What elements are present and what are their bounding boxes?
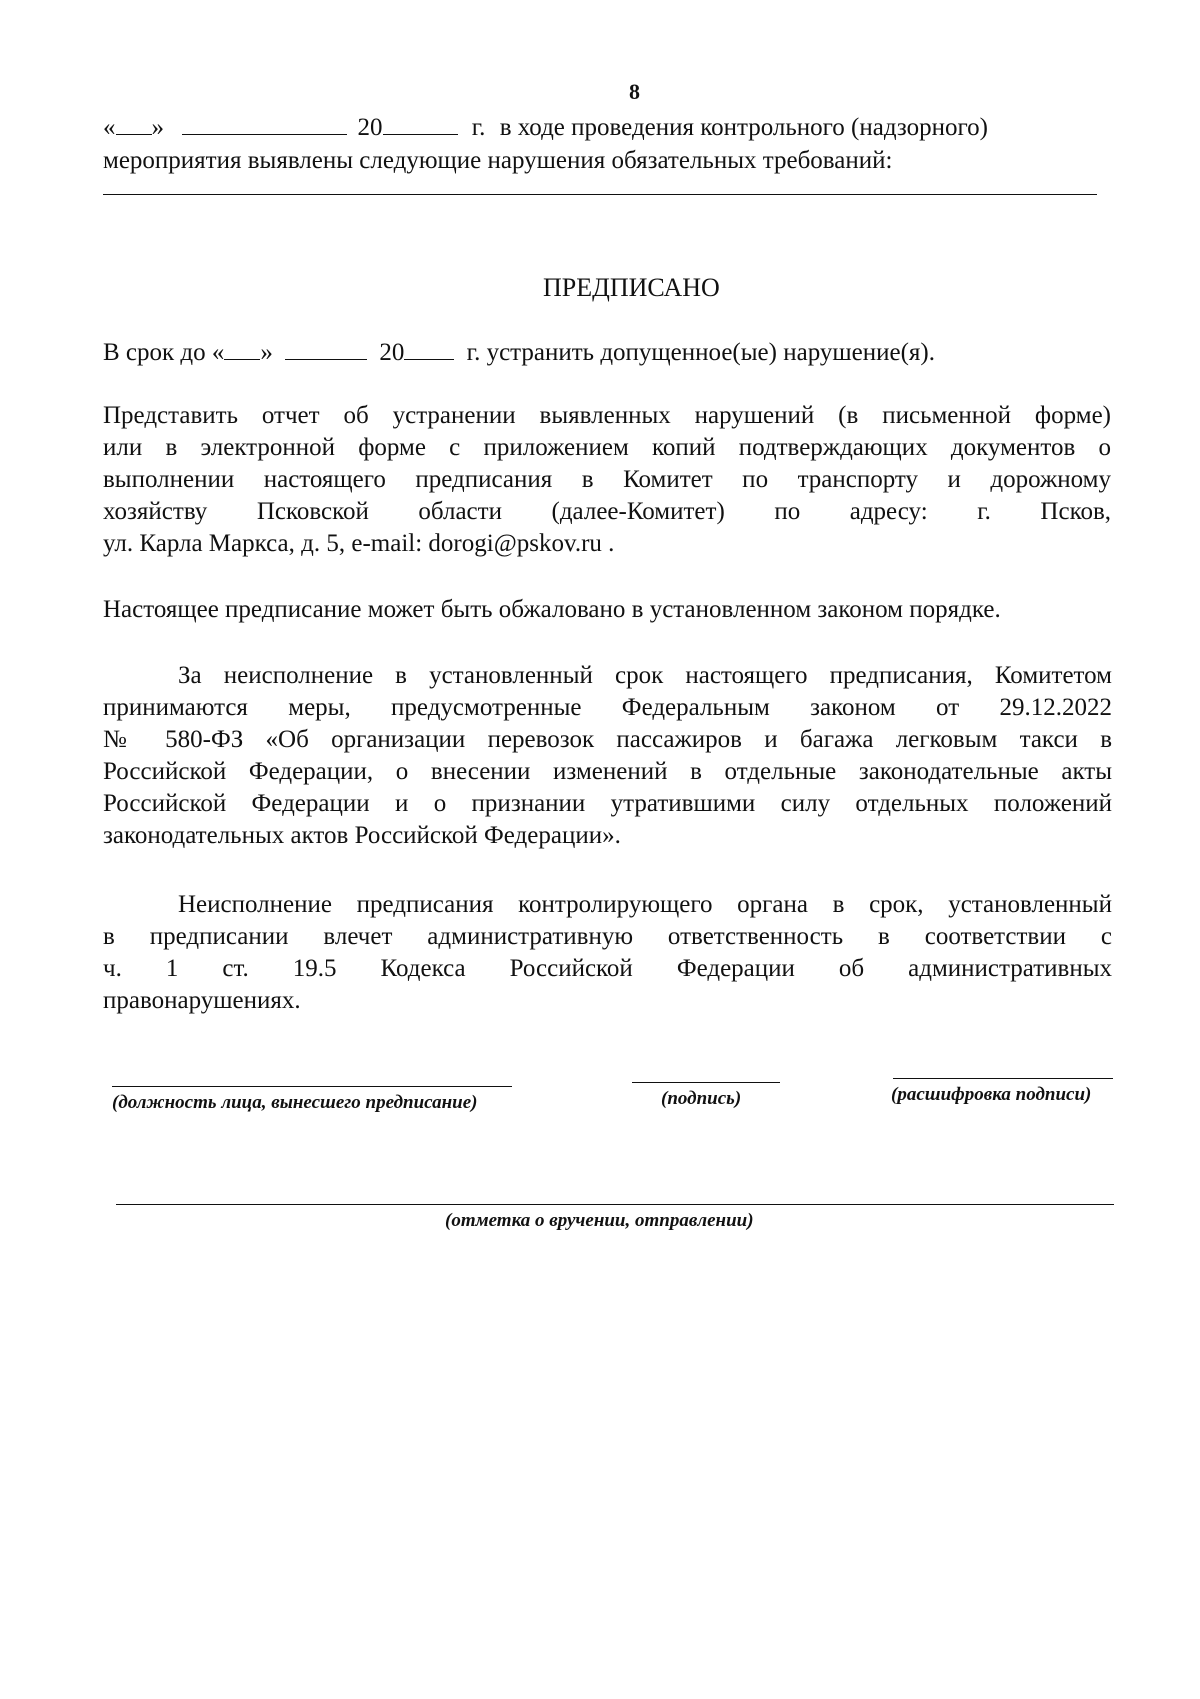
- position-caption: (должность лица, вынесшего предписание): [112, 1092, 478, 1113]
- penalty-line-1: За неисполнение в установленный срок настоящего предписания, Комитетом: [178, 662, 1112, 689]
- signature-line: [632, 1082, 780, 1083]
- appeal-text: Настоящее предписание может быть обжаловано в установленном законом порядке.: [103, 596, 1001, 623]
- report-line-3: выполнении настоящего предписания в Комитет по транспорту и дорожному: [103, 466, 1111, 493]
- penalty-line-4: Российской Федерации, о внесении изменений в отдельные законодательные акты: [103, 758, 1112, 785]
- decoding-caption: (расшифровка подписи): [891, 1084, 1092, 1105]
- liability-line-2: в предписании влечет административную ответственность в соответствии с: [103, 923, 1112, 950]
- penalty-line-2: принимаются меры, предусмотренные Федеральным законом от 29.12.2022: [103, 694, 1112, 721]
- violations-blank-line: [103, 194, 1097, 195]
- intro-text-line1: в ходе проведения контрольного (надзорного): [499, 114, 988, 141]
- delivery-mark-line: [116, 1204, 1114, 1205]
- deadline-day-blank: [224, 337, 260, 360]
- decoding-signature-line: [893, 1078, 1113, 1079]
- liability-line-1: Неисполнение предписания контролирующего органа в срок, установленный: [178, 891, 1112, 918]
- deadline-prefix: В срок до «: [103, 339, 225, 366]
- delivery-caption: (отметка о вручении, отправлении): [445, 1210, 754, 1231]
- signature-caption: (подпись): [661, 1088, 742, 1109]
- intro-text-line2: мероприятия выявлены следующие нарушения обязательных требований:: [103, 147, 893, 174]
- heading-predpisano: ПРЕДПИСАНО: [543, 273, 720, 302]
- close-quote: »: [151, 114, 164, 141]
- liability-line-3: ч. 1 ст. 19.5 Кодекса Российской Федерации об административных: [103, 955, 1112, 982]
- report-line-4: хозяйству Псковской области (далее-Комитет) по адресу: г. Псков,: [103, 498, 1111, 525]
- deadline-line: [103, 337, 935, 369]
- year-blank: [383, 112, 458, 135]
- day-blank: [116, 112, 152, 135]
- deadline-month-blank: [285, 337, 367, 360]
- penalty-line-5: Российской Федерации и о признании утратившими силу отдельных положений: [103, 790, 1112, 817]
- deadline-year-prefix: 20: [379, 339, 405, 366]
- month-blank: [182, 112, 347, 135]
- penalty-line-3: № 580-ФЗ «Об организации перевозок пассажиров и багажа легковым такси в: [103, 726, 1112, 753]
- position-signature-line: [112, 1086, 512, 1087]
- deadline-close-quote: »: [260, 339, 273, 366]
- year-prefix: 20: [357, 114, 383, 141]
- open-quote: «: [103, 114, 116, 141]
- report-line-1: Представить отчет об устранении выявленных нарушений (в письменной форме): [103, 402, 1111, 429]
- report-line-2: или в электронной форме с приложением копий подтверждающих документов о: [103, 434, 1111, 461]
- penalty-line-6: законодательных актов Российской Федерации».: [103, 822, 621, 849]
- year-suffix: г.: [471, 114, 486, 141]
- report-line-5: ул. Карла Маркса, д. 5, e-mail: dorogi@pskov.ru .: [103, 530, 615, 557]
- liability-line-4: правонарушениях.: [103, 987, 301, 1014]
- intro-date-line: [103, 112, 988, 144]
- deadline-year-blank: [404, 337, 454, 360]
- deadline-suffix: г. устранить допущенное(ые) нарушение(я).: [466, 339, 935, 366]
- page-number: 8: [629, 79, 640, 104]
